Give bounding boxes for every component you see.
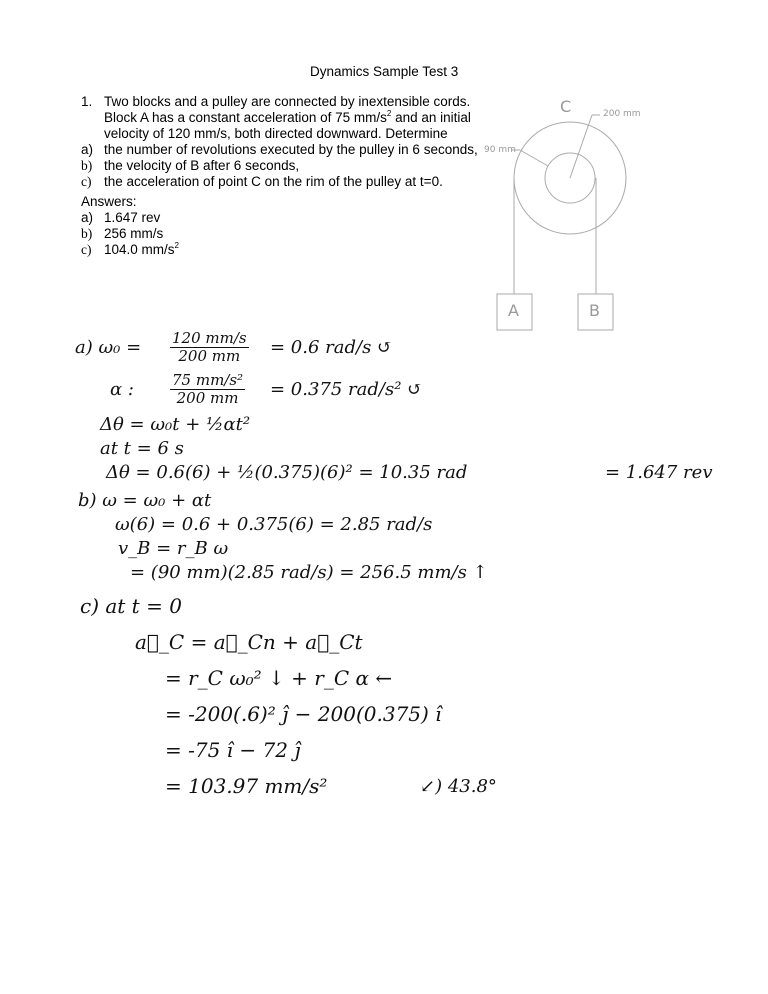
answer-a: a) 1.647 rev	[81, 210, 161, 225]
block-b-label: B	[589, 301, 600, 320]
problem-line: Block A has a constant acceleration of 75 $mm/s^2$ and an initial	[104, 109, 471, 125]
problem-part-b: b) the velocity of B after 6 seconds,	[81, 158, 300, 173]
hw-a-dtheta: Δθ = ω₀t + ½αt²	[100, 414, 251, 435]
point-c-label: C	[560, 97, 572, 116]
hw-c-line4: = 103.97 mm/s²	[165, 774, 328, 798]
hw-a-omega-rhs: = 0.6 rad/s ↺	[270, 337, 393, 358]
block-a-label: A	[508, 301, 519, 320]
radius-90-leader	[520, 150, 548, 166]
problem-part-a: a) the number of revolutions executed by the pulley in 6 seconds,	[81, 142, 478, 157]
hw-b-omega6: ω(6) = 0.6 + 0.375(6) = 2.85 rad/s	[115, 514, 433, 535]
hw-a-omega-lhs: a) ω₀ =	[75, 337, 142, 358]
hw-c-line2: = -200(.6)² ĵ − 200(0.375) î	[165, 702, 442, 726]
hw-a-alpha-fraction: $\frac{\text{75 mm/s²}}{200 mm}$	[172, 371, 244, 407]
outer-radius-label: 200 mm	[603, 109, 641, 119]
page-title: Dynamics Sample Test 3	[310, 64, 459, 79]
problem-part-c: c) the acceleration of point C on the rim of the pulley at t=0.	[81, 174, 443, 189]
hw-a-calc: Δθ = 0.6(6) + ½(0.375)(6)² = 10.35 rad	[106, 462, 468, 483]
hw-c-angle: ↙) 43.8°	[420, 776, 497, 797]
hw-b-vb: v_B = r_B ω	[118, 538, 229, 559]
hw-b-omega: b) ω = ω₀ + αt	[78, 490, 212, 511]
hw-c-line3: = -75 î − 72 ĵ	[165, 738, 301, 762]
answer-c: c) 104.0 $mm/s^2$	[81, 241, 179, 257]
hw-a-at: at t = 6 s	[100, 438, 184, 459]
problem-line: velocity of 120 mm/s, both directed downward. Determine	[104, 126, 448, 141]
hw-b-vb-calc: = (90 mm)(2.85 rad/s) = 256.5 mm/s ↑	[130, 562, 488, 583]
hw-c-line1: = r_C ω₀² ↓ + r_C α ←	[165, 666, 393, 690]
answer-b: b) 256 mm/s	[81, 226, 164, 241]
hw-a-omega-fraction: $\frac{120 mm/s}{200 mm}$	[172, 329, 247, 365]
hw-a-result: = 1.647 rev	[605, 462, 713, 483]
problem-line: Two blocks and a pulley are connected by inextensible cords.	[104, 94, 471, 109]
radius-200-leader	[570, 115, 592, 178]
hw-a-alpha-lhs: α :	[110, 379, 134, 400]
answers-heading: Answers:	[81, 194, 137, 209]
hw-a-alpha-rhs: = 0.375 rad/s² ↺	[270, 379, 423, 400]
hw-c-vector: a⃗_C = a⃗_Cn + a⃗_Ct	[135, 630, 363, 654]
inner-radius-label: 90 mm	[484, 145, 516, 155]
problem-number: 1.	[81, 94, 93, 109]
hw-c-at: c) at t = 0	[80, 594, 182, 618]
